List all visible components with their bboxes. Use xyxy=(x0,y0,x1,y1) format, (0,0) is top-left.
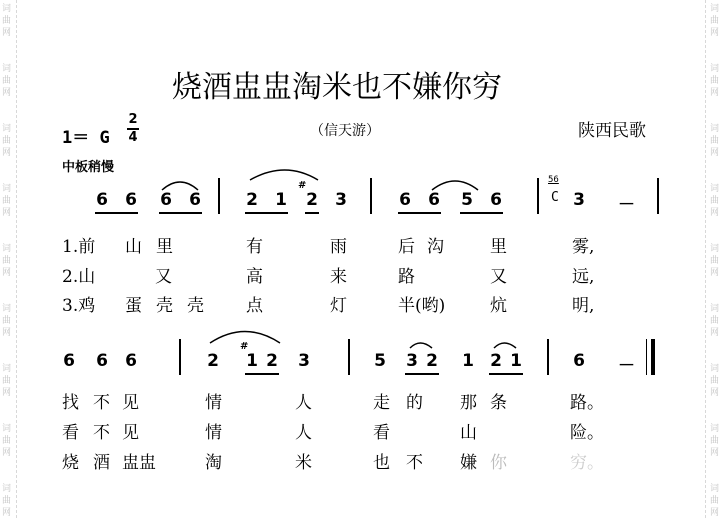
watermark-char: 网 xyxy=(710,88,720,98)
watermark-char: 曲 xyxy=(710,316,720,326)
lyric: 灯 xyxy=(330,296,347,316)
watermark-char: 词 xyxy=(2,184,12,194)
note: 1 xyxy=(246,351,258,371)
watermark-char: 曲 xyxy=(2,436,12,446)
watermark-char: 词 xyxy=(2,244,12,254)
watermark-char: 曲 xyxy=(710,436,720,446)
watermark-char: 词 xyxy=(2,64,12,74)
lyric: 人 xyxy=(295,393,312,413)
lyric: 见 xyxy=(122,393,139,413)
watermark-char: 网 xyxy=(2,448,12,458)
tempo-marking: 中板稍慢 xyxy=(62,160,115,175)
watermark-char: 曲 xyxy=(710,376,720,386)
note: 3 xyxy=(335,190,347,210)
lyric: 山 xyxy=(460,423,477,443)
watermark-char: 曲 xyxy=(710,496,720,506)
lyric: 里 xyxy=(490,237,507,257)
lyric: 情 xyxy=(205,393,222,413)
lyric: 条 xyxy=(490,393,507,413)
watermark-char: 曲 xyxy=(710,136,720,146)
watermark-char: 曲 xyxy=(2,76,12,86)
lyric: 路。 xyxy=(570,393,604,413)
lyric: 3.鸡 xyxy=(62,296,96,316)
watermark-char: 曲 xyxy=(2,196,12,206)
slur-arc xyxy=(250,170,318,180)
watermark-char: 曲 xyxy=(2,16,12,26)
watermark-char: 词 xyxy=(710,304,720,314)
watermark-char: 网 xyxy=(2,268,12,278)
watermark-char: 词 xyxy=(710,124,720,134)
watermark-char: 词 xyxy=(2,484,12,494)
lyric: 又 xyxy=(490,267,507,287)
lyric: 穷。 xyxy=(570,453,604,473)
note: 2 xyxy=(246,190,258,210)
lyric: 走 xyxy=(373,393,390,413)
lyric: 高 xyxy=(246,267,263,287)
note: 2 xyxy=(426,351,438,371)
note: 2 xyxy=(266,351,278,371)
lyric: 嫌 xyxy=(460,453,477,473)
lyric: 1.前 xyxy=(62,237,96,257)
note: 6 xyxy=(573,351,585,371)
note: 6 xyxy=(189,190,201,210)
watermark-char: 词 xyxy=(710,64,720,74)
lyric: 酒 xyxy=(93,453,110,473)
breath-mark: 56 xyxy=(548,175,559,185)
slur-arc xyxy=(162,182,198,190)
watermark-char: 网 xyxy=(710,328,720,338)
watermark-char: 网 xyxy=(2,148,12,158)
key-signature: 1＝ G xyxy=(62,128,110,148)
dash: － xyxy=(618,195,635,215)
watermark-char: 词 xyxy=(2,364,12,374)
watermark-char: 曲 xyxy=(2,316,12,326)
watermark-char: 曲 xyxy=(2,496,12,506)
watermark-char: 词 xyxy=(710,184,720,194)
sharp-sign: # xyxy=(240,341,249,352)
lyric: 沟 xyxy=(427,237,444,257)
watermark-char: 曲 xyxy=(710,196,720,206)
watermark-char: 网 xyxy=(2,208,12,218)
lyric: 看 xyxy=(62,423,79,443)
lyric: 又 xyxy=(155,267,172,287)
lyric: 有 xyxy=(246,237,263,257)
slur-arc xyxy=(494,343,516,348)
note: 3 xyxy=(298,351,310,371)
note: 6 xyxy=(96,351,108,371)
lyric: 见 xyxy=(122,423,139,443)
note: 5 xyxy=(461,190,473,210)
lyric: 壳 xyxy=(187,296,204,316)
note: 1 xyxy=(510,351,522,371)
lyric: 雨 xyxy=(330,237,347,257)
watermark-char: 网 xyxy=(2,328,12,338)
lyric: 来 xyxy=(330,267,347,287)
note: 2 xyxy=(490,351,502,371)
song-subtitle: （信天游） xyxy=(310,123,380,139)
lyric: 不 xyxy=(406,453,423,473)
time-signature-top: 2 xyxy=(128,112,138,127)
lyric: 人 xyxy=(295,423,312,443)
lyric: 炕 xyxy=(490,296,507,316)
watermark-char: 曲 xyxy=(2,136,12,146)
slur-arc xyxy=(210,332,280,344)
lyric: 远, xyxy=(572,267,595,287)
watermark-char: 词 xyxy=(2,4,12,14)
watermark-char: 网 xyxy=(2,28,12,38)
lyric: 后 xyxy=(398,237,415,257)
lyric: 里 xyxy=(156,237,173,257)
note: 1 xyxy=(275,190,287,210)
dash: － xyxy=(618,356,635,376)
note: 6 xyxy=(125,351,137,371)
note: 6 xyxy=(399,190,411,210)
lyric: 雾, xyxy=(572,237,595,257)
note: 6 xyxy=(63,351,75,371)
watermark-char: 网 xyxy=(2,508,12,518)
lyric: 找 xyxy=(62,393,79,413)
lyric: 烧 xyxy=(62,453,79,473)
watermark-char: 网 xyxy=(710,208,720,218)
sharp-sign: # xyxy=(298,180,307,191)
watermark-char: 网 xyxy=(710,388,720,398)
watermark-char: 曲 xyxy=(2,376,12,386)
note: 1 xyxy=(462,351,474,371)
watermark-char: 词 xyxy=(710,364,720,374)
watermark-char: 词 xyxy=(710,244,720,254)
watermark-char: 网 xyxy=(2,88,12,98)
lyric: 淘 xyxy=(205,453,222,473)
lyric: 险。 xyxy=(570,423,604,443)
lyric: 也 xyxy=(373,453,390,473)
watermark-char: 词 xyxy=(2,424,12,434)
note: 2 xyxy=(306,190,318,210)
lyric: 壳 xyxy=(156,296,173,316)
watermark-char: 网 xyxy=(710,508,720,518)
note: 6 xyxy=(160,190,172,210)
watermark-char: 词 xyxy=(710,424,720,434)
lyric: 的 xyxy=(406,393,423,413)
watermark-char: 词 xyxy=(710,484,720,494)
lyric: 不 xyxy=(93,393,110,413)
lyric: 看 xyxy=(373,423,390,443)
watermark-char: 词 xyxy=(2,124,12,134)
lyric: 米 xyxy=(295,453,312,473)
watermark-char: 曲 xyxy=(710,256,720,266)
watermark-char: 网 xyxy=(710,148,720,158)
note: 3 xyxy=(573,190,585,210)
watermark-char: 词 xyxy=(710,4,720,14)
watermark-char: 网 xyxy=(710,268,720,278)
time-signature-bottom: 4 xyxy=(128,130,138,145)
watermark-char: 曲 xyxy=(2,256,12,266)
lyric: 2.山 xyxy=(62,267,96,287)
lyric: 点 xyxy=(246,296,263,316)
note: 6 xyxy=(490,190,502,210)
lyric: 你 xyxy=(490,453,507,473)
note: 2 xyxy=(207,351,219,371)
caesura-mark: C xyxy=(551,190,559,205)
lyric: 明, xyxy=(572,296,595,316)
watermark-char: 网 xyxy=(710,28,720,38)
lyric: 半(哟) xyxy=(398,296,446,316)
lyric: 路 xyxy=(398,267,415,287)
watermark-char: 网 xyxy=(2,388,12,398)
watermark-char: 网 xyxy=(710,448,720,458)
note: 5 xyxy=(374,351,386,371)
lyric: 蛋 xyxy=(125,296,142,316)
note: 6 xyxy=(96,190,108,210)
note: 3 xyxy=(406,351,418,371)
watermark-char: 词 xyxy=(2,304,12,314)
slur-arc xyxy=(432,181,478,190)
watermark-char: 曲 xyxy=(710,76,720,86)
note: 6 xyxy=(125,190,137,210)
lyric: 盅盅 xyxy=(122,453,156,473)
lyric: 山 xyxy=(125,237,142,257)
watermark-char: 曲 xyxy=(710,16,720,26)
note: 6 xyxy=(428,190,440,210)
song-origin: 陕西民歌 xyxy=(578,121,646,141)
slur-arc xyxy=(410,343,432,348)
lyric: 那 xyxy=(460,393,477,413)
song-title: 烧酒盅盅淘米也不嫌你穷 xyxy=(172,70,502,105)
lyric: 情 xyxy=(205,423,222,443)
lyric: 不 xyxy=(93,423,110,443)
